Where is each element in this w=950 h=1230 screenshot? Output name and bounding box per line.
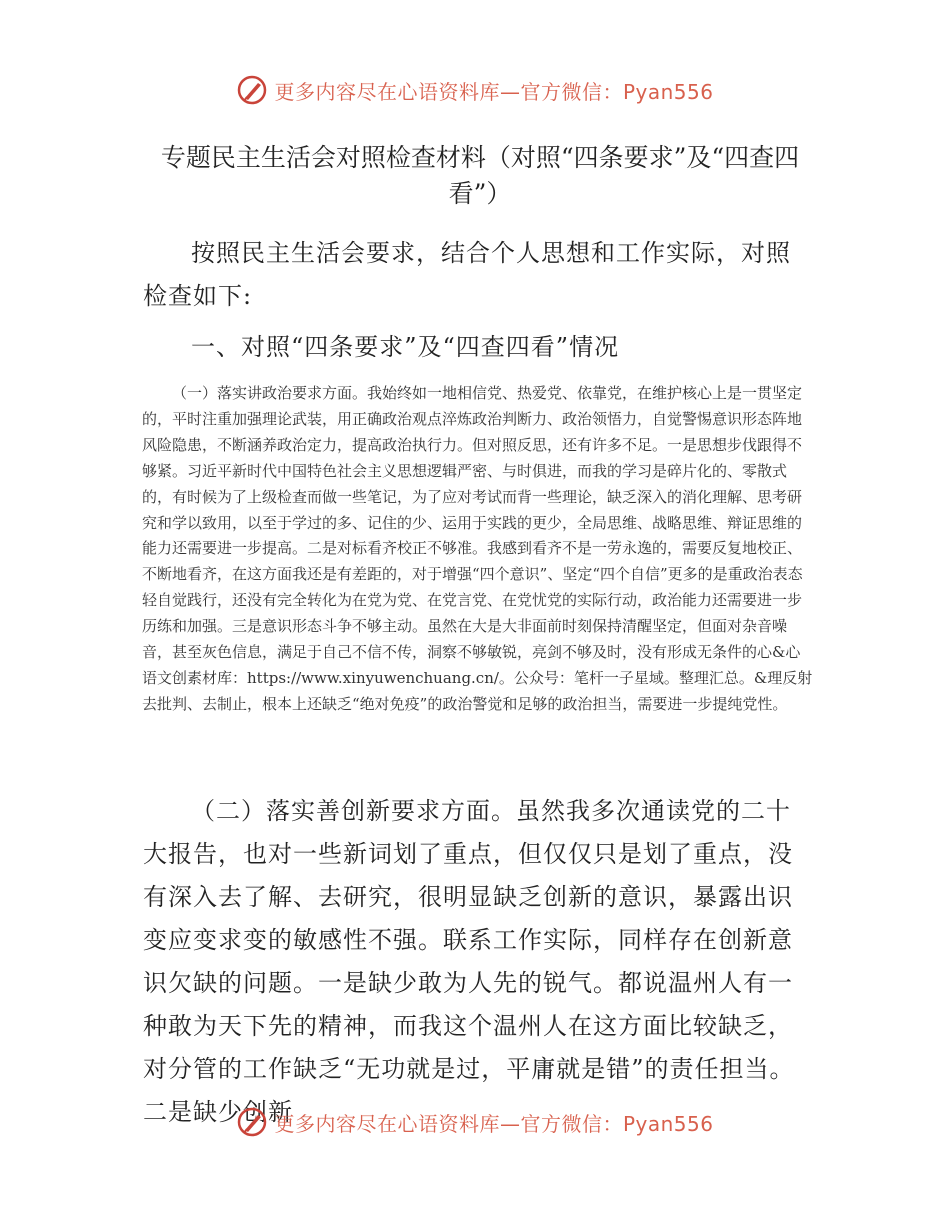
banner-text: 更多内容尽在心语资料库—官方微信：Pyan556	[274, 1111, 714, 1136]
quill-logo-icon	[236, 74, 268, 106]
paragraph-innovation: （二）落实善创新要求方面。虽然我多次通读党的二十大报告，也对一些新词划了重点，但仅仅只是划了重点，没有深入去了解、去研究，很明显缺乏创新的意识，暴露出识变应变求变的敏感性不强。联系工作实际，同样存在创新意识欠缺的问题。一是缺少敢为人先的锐气。都说温州人有一种敢为天下先的精神，而我这个温州人在这方面比较缺乏，对分管的工作缺乏“无功就是过，平庸就是错”的责任担当。二是缺少创新	[143, 797, 795, 1126]
section-heading: 一、对照“四条要求”及“四查四看”情况	[191, 333, 620, 361]
watermark-banner-top	[0, 68, 950, 112]
paragraph-political: （一）落实讲政治要求方面。我始终如一地相信党、热爱党、依靠党，在维护核心上是一贯坚定的，平时注重加强理论武装，用正确政治观点淬炼政治判断力、政治领悟力，自觉警惕意识形态阵地风险隐患，不断涵养政治定力，提高政治执行力。但对照反思，还有许多不足。一是思想步伐跟得不够紧。习近平新时代中国特色社会主义思想逻辑严密、与时俱进，而我的学习是碎片化的、零散式的，有时候为了上级检查而做一些笔记，为了应对考试而背一些理论，缺乏深入的消化理解、思考研究和学以致用，以至于学过的多、记住的少、运用于实践的更少，全局思维、战略思维、辩证思维的能力还需要进一步提高。二是对标看齐校正不够准。我感到看齐不是一劳永逸的，需要反复地校正、不断地看齐，在这方面我还是有差距的，对于增强“四个意识”、坚定“四个自信”更多的是重政治表态轻自觉践行，还没有完全转化为在党为党、在党言党、在党忧党的实际行动，政治能力还需要进一步历练和加强。三是意识形态斗争不够主动。虽然在大是大非面前时刻保持清醒坚定，但面对杂音噪音，甚至灰色信息，满足于自己不信不传，洞察不够敏锐，亮剑不够及时，没有形成无条件的心&心语文创素材库：https://www.xinyuwenchuang.cn/。公众号：笔杆一子星域。整理汇总。&理反射去批判、去制止，根本上还缺乏“绝对免疫”的政治警觉和足够的政治担当，需要进一步提纯党性。	[142, 384, 813, 713]
banner-text: 更多内容尽在心语资料库—官方微信：Pyan556	[274, 79, 714, 104]
watermark-banner-bottom	[0, 1100, 950, 1144]
intro-paragraph: 按照民主生活会要求，结合个人思想和工作实际，对照检查如下:	[143, 239, 791, 310]
quill-logo-icon	[236, 1106, 268, 1138]
document-title: 专题民主生活会对照检查材料（对照“四条要求”及“四查四看”）	[160, 143, 800, 208]
